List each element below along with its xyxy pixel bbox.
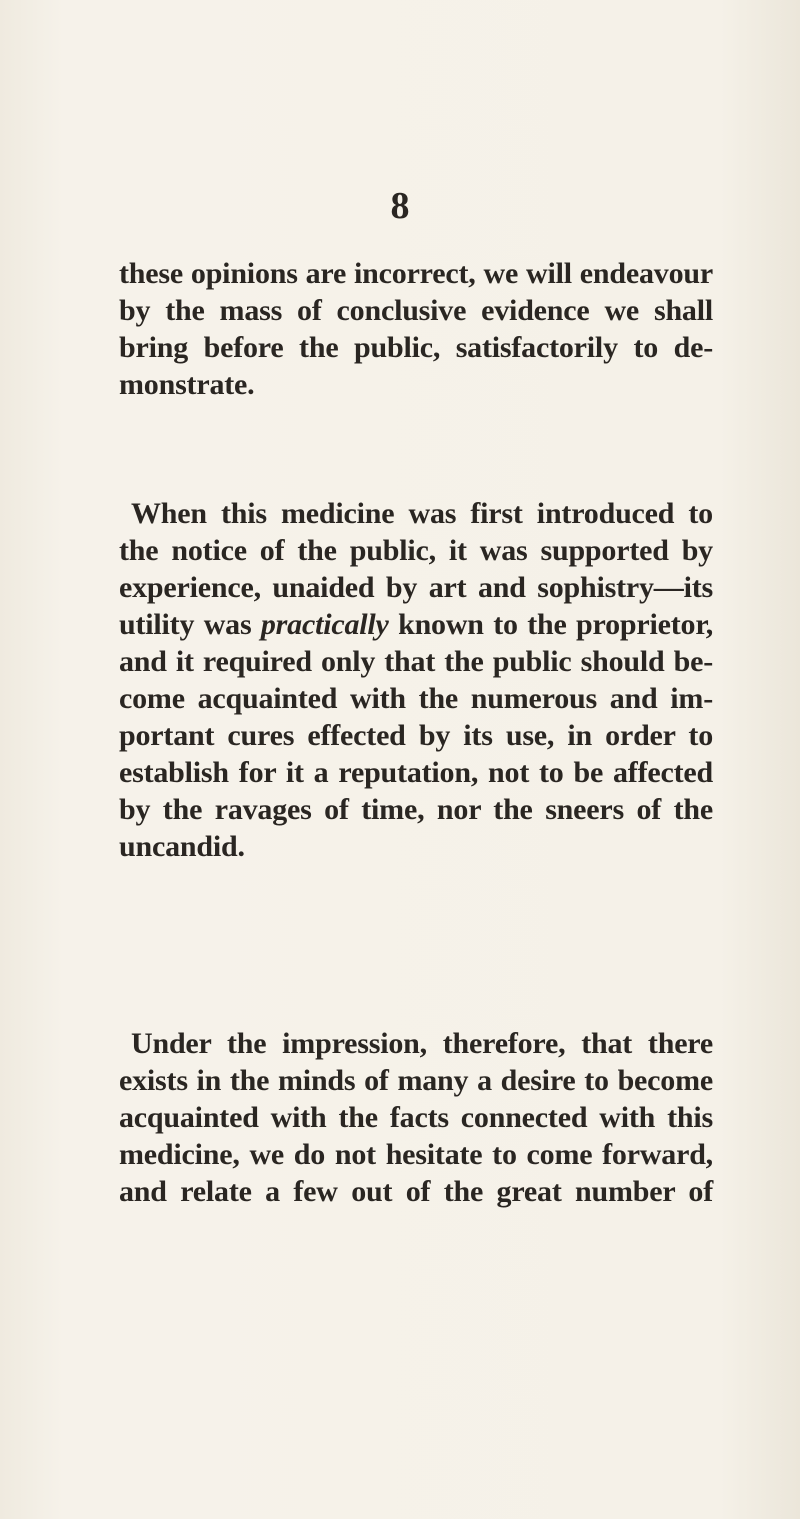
text-line: bring before the public, satisfactorily to de-: [119, 331, 713, 364]
text-line: monstrate.: [119, 368, 255, 401]
text-line: experience, unaided by art and sophistry—its: [119, 571, 713, 604]
text-line: acquainted with the facts connected with this: [119, 1101, 713, 1134]
text-line: When this medicine was first introduced to: [131, 497, 713, 530]
text-line: portant cures effected by its use, in order to: [119, 719, 713, 752]
page-number: 8: [390, 185, 410, 227]
text-line: by the mass of conclusive evidence we shall: [119, 294, 713, 327]
text-line: and it required only that the public should be-: [119, 645, 713, 678]
paragraph-2: [119, 495, 713, 865]
paragraph-3: [119, 1025, 713, 1210]
text-line: by the ravages of time, nor the sneers of the: [119, 793, 713, 826]
emphasis-text: practically: [260, 608, 389, 641]
text-line: Under the impression, therefore, that there: [131, 1027, 713, 1060]
text-line: exists in the minds of many a desire to become: [119, 1064, 713, 1097]
paragraph-1: [119, 255, 713, 403]
text-line: come acquainted with the numerous and im-: [119, 682, 713, 715]
text-line-mixed: [119, 606, 713, 643]
text-line: and relate a few out of the great number of: [119, 1175, 713, 1208]
text-segment: known to the proprietor,: [398, 608, 714, 641]
text-line: uncandid.: [119, 830, 245, 863]
text-line: the notice of the public, it was supported by: [119, 534, 713, 567]
text-line: medicine, we do not hesitate to come forward,: [119, 1138, 713, 1171]
text-line: these opinions are incorrect, we will endeavour: [119, 257, 713, 290]
text-segment: utility was: [119, 608, 252, 641]
text-line: establish for it a reputation, not to be affected: [119, 756, 713, 789]
